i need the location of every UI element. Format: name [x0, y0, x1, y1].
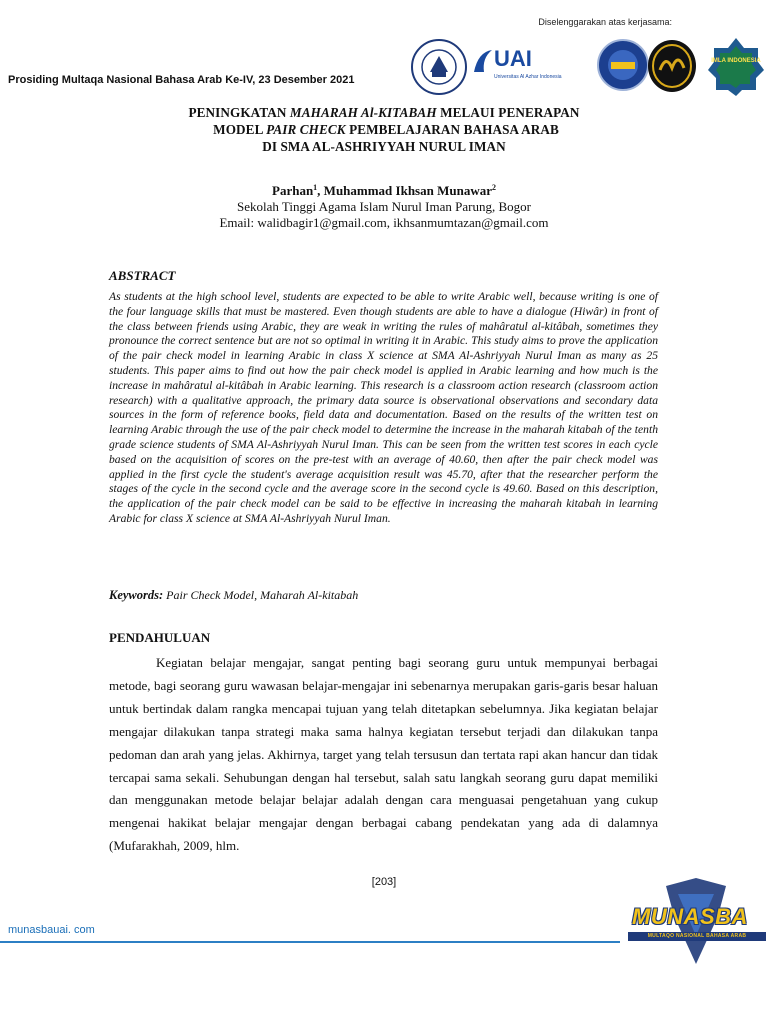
author-names	[0, 180, 768, 199]
uai-logo	[472, 44, 592, 88]
author-1-affil: 1	[313, 183, 318, 192]
title-line2-part-a: MODEL	[213, 122, 267, 137]
title-line3: DI SMA AL-ASHRIYYAH NURUL IMAN	[262, 139, 506, 154]
munasba-logo	[626, 876, 766, 966]
author-separator: ,	[317, 183, 324, 198]
page-number: [203]	[371, 876, 397, 888]
pesantren-logo-icon	[410, 38, 468, 96]
authors-block	[0, 180, 768, 231]
footer-link[interactable]: munasbauai. com	[8, 924, 95, 936]
body-paragraph: Kegiatan belajar mengajar, sangat penting bagi seorang guru untuk mempunyai berbagai metode, bagi seorang guru wawasan belajar-mengajar ini sebenarnya merupakan garis-garis besar haluan untuk bertindak dalam rangka mencapai tujuan yang telah ditetapkan sebelumnya. Jika kegiatan belajar mengajar dilakukan tanpa strategi maka sama halnya kegiatan tersebut terjadi dan dilakukan tanpa pedoman dan arah yang jelas. Akhirnya, target yang telah tersusun dan tertata rapi akan hancur dan tidak tercapai sama sekali. Sehubungan dengan hal tersebut, salah satu langkah seorang guru dapat memiliki dan menggunakan metode belajar belajar adalah dengan cara menguasai pengetahuan yang cukup mengenai hakikat belajar mengajar dengan berbagai cabang pendekatan yang ada di dalamnya (Mufarakhah, 2009, hlm.	[109, 655, 658, 854]
keywords-label: Keywords:	[109, 588, 164, 602]
keywords-value: Pair Check Model, Maharah Al-kitabah	[163, 588, 359, 602]
title-line1-part-a: PENINGKATAN	[188, 105, 290, 120]
proceeding-title: Prosiding Multaqa Nasional Bahasa Arab Ke-IV, 23 Desember 2021	[8, 74, 355, 86]
imla-star-icon	[708, 36, 764, 96]
abstract-heading: ABSTRACT	[109, 268, 176, 283]
author-emails: Email: walidbagir1@gmail.com, ikhsanmumtazan@gmail.com	[219, 215, 549, 230]
title-line1-italic: MAHARAH Al-KITABAH	[289, 105, 437, 120]
imla-logo-text: IMLA INDONESIA	[711, 58, 761, 64]
keywords	[109, 588, 358, 603]
paper-title	[0, 104, 768, 155]
staini-logo-icon	[596, 38, 650, 92]
abstract-text: As students at the high school level, students are expected to be able to write Arabic well, because writing is one of the four language skills that must be mastered. Even though students are able to have a dialogue (Hiwâr) in front of the class between friends using Arabic, they are weak in writing the rules of mahâratul al-kitâbah, sometimes they pronounce the correct sentence but are not so optimal in writing it in Arabic. This study aims to prove the application of the pair check model in learning Arabic in class X science at SMA Al-Ashriyyah Nurul Iman as many as 25 students. This paper aims to find out how the pair check model is applied in Arabic learning and how much is the increase in mahâratul al-kitâbah in Arabic learning. This research is a classroom action research (classroom action research) with a qualitative approach, the primary data source is observational observations and secondary data sources in the form of reference books, field data and documentation. Based on the results of the written test on learning Arabic through the use of the pair check model to determine the increase in the maharah kitabah of the tenth grade science students of SMA Al-Ashriyyah Nurul Iman. This can be seen from the written test scores in each cycle based on the acquisition of scores on the pre-test with an average of 40.60, then after the pair check model was applied in the first cycle the student's average acquisition result was 45.70, after that the researcher perform the stages of the cycle in the second cycle and the average score in the second cycle is 49.60. Based on this description, the application of the pair check model can be said to be effective in increasing the maharah kitabah in learning Arabic for class X science at SMA Al-Ashriyyah Nurul Iman.	[109, 290, 658, 525]
arabic-emblem-icon	[646, 38, 698, 94]
imla-logo	[708, 36, 764, 96]
munasba-logo-subtitle: MULTAQO NASIONAL BAHASA ARAB	[628, 932, 766, 941]
munasba-logo-text: MUNASBA	[632, 904, 748, 929]
section-heading: PENDAHULUAN	[109, 630, 211, 645]
uai-logo-subtitle: Universitas Al Azhar Indonesia	[494, 74, 562, 80]
title-line1-part-c: MELAUI PENERAPAN	[436, 105, 580, 120]
author-2: Muhammad Ikhsan Munawar	[323, 183, 492, 198]
uai-emblem-icon	[472, 48, 494, 74]
organized-by-label: Diselenggarakan atas kerjasama:	[538, 17, 672, 27]
footer-divider	[0, 941, 620, 943]
affiliation: Sekolah Tinggi Agama Islam Nurul Iman Parung, Bogor	[237, 199, 531, 214]
title-line2-part-c: PEMBELAJARAN BAHASA ARAB	[345, 122, 559, 137]
partner-logos	[410, 36, 766, 98]
author-2-affil: 2	[492, 183, 496, 192]
uai-logo-text: UAI	[494, 46, 532, 71]
author-1: Parhan	[272, 183, 314, 198]
title-line2-italic: PAIR CHECK	[266, 122, 346, 137]
